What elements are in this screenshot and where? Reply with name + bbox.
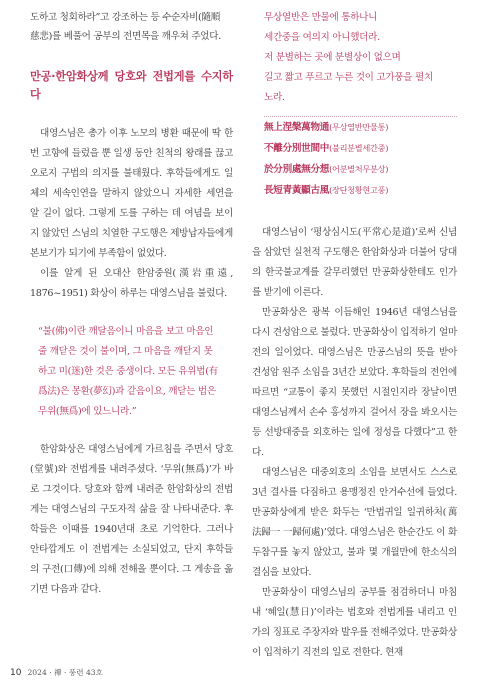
hanja-line: [264, 117, 457, 138]
body-paragraph: 대영스님은 대중외호의 소임을 보면서도 스스로 3년 결사를 다짐하고 용맹정진 안거수선에 들었다. 만공화상에게 받은 화두는 ‘만법귀일 일귀하처(萬法歸一 一歸何處)’였다. 대영스님은 한순간도 이 화두참구를 놓지 않았고, 불과 몇 개월만에 한소식의 결심을 보았다.: [252, 467, 457, 578]
body-paragraph: 대영스님은 총가 이후 노모의 병환 때문에 딱 한 번 고향에 들렀을 뿐 일생 동안 친척의 왕래를 끊고 오로지 구법의 의지를 불태웠다. 후학들에게도 일체의 세속인연을 말하지 않았으니 자세한 세연을 알 길이 없다. 그렇게 도를 구하는 데 여념을 보이지 않았던 스님의 치열한 구도행은 제방납자들에게 본보기가 되기에 부족함이 없었다.: [30, 128, 233, 259]
quote-line: 무위(無爲)에 있느니라.”: [38, 406, 137, 417]
hanja-text: 不離分別世間中: [264, 143, 330, 154]
verse-line: 세간중을 여의지 아니했더라.: [264, 32, 380, 43]
verse-line: 무상열반은 만물에 통하나니: [264, 12, 378, 23]
hanja-reading: (장단청황현고풍): [329, 185, 389, 195]
hanja-line: [264, 180, 457, 201]
hanja-text: 無上涅槃萬物通: [264, 122, 330, 133]
hanja-reading: (무상열반만물통): [329, 122, 389, 132]
issue-info: 2024 · 禪 · 풍련 43호: [27, 668, 103, 677]
verse-line: 노라.: [264, 92, 285, 103]
body-paragraph: 만공화상이 대영스님의 공부를 점검하더니 마침내 ‘혜일(慧日)’이라는 법호와 전법게를 내리고 인가의 징표로 주장자와 발우를 전해주었다. 만공화상이 입적하기 직전의 일로 전한다. 현재: [252, 587, 457, 658]
body-paragraph: 이를 알게 된 오대산 한암중원(漢岩重遠, 1876~1951) 화상이 하루는 대영스님을 불렀다.: [30, 268, 233, 299]
verse-line: 저 분별하는 곳에 분별상이 없으며: [264, 52, 401, 63]
page-number: 10: [10, 668, 22, 678]
body-paragraph: 대영스님이 ‘평상심시도(平常心是道)’로써 신념을 삼았던 실천적 구도행은 한암화상과 더불어 당대의 한국불교계를 갈무리했던 만공화상한테도 인가를 받기에 이른다.: [252, 227, 457, 298]
verse-line: 길고 짧고 푸르고 누른 것이 고가풍을 펼치: [264, 72, 433, 83]
hanja-line: [264, 138, 457, 159]
quote-line: 爲法)은 몽환(夢幻)과 같음이요, 깨닫는 법은: [38, 386, 216, 397]
hanja-reading: (어분별처무분상): [329, 164, 389, 174]
section-heading: 만공·한암화상께 당호와 전법게를 수지하다: [30, 70, 233, 101]
intro-line: 도하고 청회하라”고 강조하는 등 수순자비(隨順: [30, 12, 221, 23]
intro-text: [30, 8, 233, 46]
page-footer: [10, 667, 103, 678]
hanja-line: [264, 159, 457, 180]
hanja-text: 長短青黃顯古風: [264, 185, 330, 196]
hanja-reading: (불리분별세간중): [329, 143, 389, 153]
body-paragraph: 한암화상은 대영스님에게 가르침을 주면서 당호(堂號)와 전법게를 내려주셨다. ‘무위(無爲)’가 바로 그것이다. 당호와 함께 내려준 한암화상의 전법게는 대영스님의 구도자적 삶을 잘 나타내준다. 후학들은 이때를 1940년대 초로 기억한다. 그러나 안타깝게도 이 전법게는 소실되었고, 단지 후학들의 구전(口傳)에 의해 전해올 뿐이다. 그 게송을 옮기면 다음과 같다.: [30, 444, 233, 595]
quote-line: 하고 미(迷)한 것은 중생이다. 모든 유위법(有: [38, 366, 218, 377]
transmission-verse: [252, 8, 457, 108]
hanja-verse: [252, 117, 457, 201]
right-column: [252, 8, 457, 663]
body-paragraph: 만공화상은 광복 이듬해인 1946년 대영스님을 다시 견성암으로 불렀다. 만공화상이 입적하기 얼마 전의 일이었다. 대영스님은 만공스님의 뜻을 받아 견성암 원주 소임을 3년간 보았다. 후학들의 전언에 따르면 “교통이 좋지 못했던 시절인지라 장날이면 대영스님께서 손수 홍성까지 걸어서 장을 봐오시는 등 선방대중을 외호하는 일에 정성을 다했다”고 한다.: [252, 307, 457, 458]
left-column: [30, 8, 233, 600]
hanja-text: 於分別處無分想: [264, 164, 330, 175]
hanam-quote: [30, 322, 233, 422]
intro-line: 慈悲)를 베풀어 공부의 전면목을 깨우쳐 주었다.: [30, 31, 221, 42]
quote-line: “불(佛)이란 깨달음이니 마음을 보고 마음인: [38, 326, 214, 337]
quote-line: 줄 깨닫은 것이 불이며, 그 마음을 깨닫지 못: [38, 346, 213, 357]
